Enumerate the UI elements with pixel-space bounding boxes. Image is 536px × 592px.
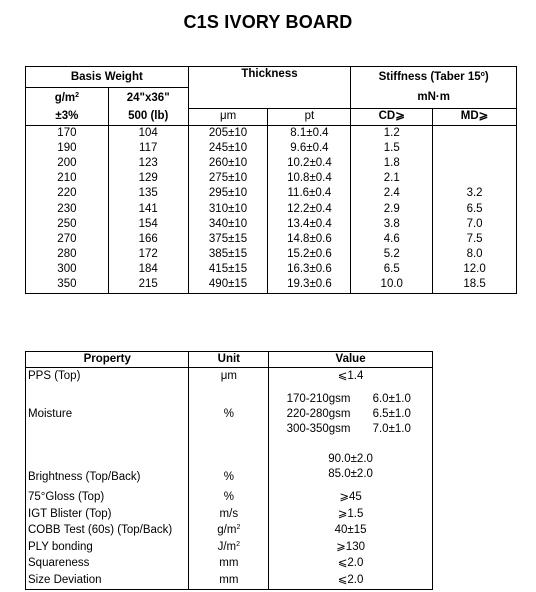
property-cell: PLY bonding	[28, 540, 93, 553]
cell-lb: 123	[108, 156, 188, 171]
cell-cd: 1.5	[351, 141, 433, 156]
unit-cell: mm	[189, 556, 269, 573]
unit-header: Unit	[189, 352, 269, 368]
gsm-unit-header: $g/m^2$	[26, 88, 109, 109]
cell-md: 3.2	[433, 186, 517, 201]
unit-cell: %	[189, 445, 269, 490]
cell-gsm: 220	[26, 186, 109, 201]
cell-md: 6.5	[433, 201, 517, 216]
cell-um: 385±15	[188, 247, 268, 262]
table-row	[26, 445, 433, 490]
cell-um: 205±10	[188, 125, 268, 141]
cell-lb: 166	[108, 232, 188, 247]
cell-um: 260±10	[188, 156, 268, 171]
cell-md	[433, 156, 517, 171]
cell-pt: 12.2±0.4	[268, 201, 351, 216]
cell-md: 12.0	[433, 262, 517, 277]
gsm-tolerance-header: ±3%	[26, 108, 109, 125]
cell-gsm: 200	[26, 156, 109, 171]
value-header: Value	[269, 352, 433, 368]
cell-gsm: 270	[26, 232, 109, 247]
table-row	[26, 186, 517, 201]
cell-lb: 135	[108, 186, 188, 201]
moisture-line: 220-280gsm 6.5±1.0	[286, 408, 411, 420]
cell-um: 245±10	[188, 141, 268, 156]
table-row	[26, 506, 433, 523]
value-cell: ⩾130	[269, 539, 433, 556]
cell-cd: 4.6	[351, 232, 433, 247]
cell-gsm: 230	[26, 201, 109, 216]
cell-um: 490±15	[188, 277, 268, 293]
cell-lb: 117	[108, 141, 188, 156]
property-cell: Brightness (Top/Back)	[28, 470, 141, 483]
thickness-header: Thickness	[188, 67, 351, 88]
cell-cd: 2.9	[351, 201, 433, 216]
cell-cd: 10.0	[351, 277, 433, 293]
property-cell: PPS (Top)	[28, 369, 81, 382]
unit-cell: m/s	[189, 506, 269, 523]
sheet-lb-header: 500 (lb)	[108, 108, 188, 125]
cell-md	[433, 141, 517, 156]
unit-cell: $g/m^2$	[189, 523, 269, 540]
cell-um: 310±10	[188, 201, 268, 216]
cell-cd: 3.8	[351, 217, 433, 232]
table-row	[26, 125, 517, 141]
table-row	[26, 539, 433, 556]
cell-cd: 2.1	[351, 171, 433, 186]
cell-md	[433, 125, 517, 141]
cell-cd: 5.2	[351, 247, 433, 262]
cell-gsm: 170	[26, 125, 109, 141]
cell-lb: 172	[108, 247, 188, 262]
table-row	[26, 217, 517, 232]
value-cell: ⩽2.0	[269, 556, 433, 573]
value-cell: ⩾45	[269, 490, 433, 507]
md-header: MD⩾	[433, 108, 517, 125]
table-row	[26, 385, 433, 445]
cell-um: 375±15	[188, 232, 268, 247]
cell-um: 295±10	[188, 186, 268, 201]
cell-lb: 215	[108, 277, 188, 293]
unit-cell: %	[189, 385, 269, 445]
cell-gsm: 250	[26, 217, 109, 232]
stiffness-unit-header: mN·m	[351, 88, 517, 109]
property-cell: Squareness	[28, 557, 90, 570]
cell-cd: 2.4	[351, 186, 433, 201]
cell-lb: 184	[108, 262, 188, 277]
table-row	[26, 556, 433, 573]
value-cell: ⩾1.5	[269, 506, 433, 523]
cell-md: 8.0	[433, 247, 517, 262]
cell-pt: 16.3±0.6	[268, 262, 351, 277]
table-row	[26, 572, 433, 589]
table-row	[26, 141, 517, 156]
cell-pt: 8.1±0.4	[268, 125, 351, 141]
cell-pt: 19.3±0.6	[268, 277, 351, 293]
value-cell: ⩽2.0	[269, 572, 433, 589]
cell-md: 7.5	[433, 232, 517, 247]
moisture-values	[269, 385, 433, 445]
value-cell: 90.0±2.0 85.0±2.0	[269, 445, 433, 490]
pt-header: pt	[268, 108, 351, 125]
cell-um: 340±10	[188, 217, 268, 232]
cell-pt: 11.6±0.4	[268, 186, 351, 201]
table-row	[26, 368, 433, 385]
table-row	[26, 201, 517, 216]
cell-cd: 6.5	[351, 262, 433, 277]
property-cell: IGT Blister (Top)	[28, 507, 112, 520]
property-header: Property	[26, 352, 189, 368]
sheet-size-header: 24"x36"	[108, 88, 188, 109]
cell-pt: 15.2±0.6	[268, 247, 351, 262]
value-cell: ⩽1.4	[269, 368, 433, 385]
stiffness-header: Stiffness (Taber 15$^o$)	[351, 67, 517, 88]
cell-pt: 10.2±0.4	[268, 156, 351, 171]
cell-lb: 129	[108, 171, 188, 186]
cell-pt: 13.4±0.4	[268, 217, 351, 232]
cell-lb: 104	[108, 125, 188, 141]
cell-gsm: 280	[26, 247, 109, 262]
unit-cell: $J/m^2$	[189, 539, 269, 556]
value-cell: 40±15	[269, 523, 433, 540]
table-row	[26, 171, 517, 186]
table-row	[26, 523, 433, 540]
unit-cell: μm	[189, 368, 269, 385]
table-row	[26, 156, 517, 171]
cell-md: 7.0	[433, 217, 517, 232]
unit-cell: %	[189, 490, 269, 507]
table-row	[26, 247, 517, 262]
cell-um: 275±10	[188, 171, 268, 186]
moisture-line: 170-210gsm 6.0±1.0	[286, 393, 411, 405]
property-cell: Moisture	[28, 408, 73, 420]
um-header: μm	[188, 108, 268, 125]
cell-lb: 154	[108, 217, 188, 232]
property-cell: Size Deviation	[28, 573, 102, 586]
cell-um: 415±15	[188, 262, 268, 277]
page-title: C1S IVORY BOARD	[183, 12, 353, 32]
cell-md: 18.5	[433, 277, 517, 293]
cell-pt: 10.8±0.4	[268, 171, 351, 186]
cell-pt: 9.6±0.4	[268, 141, 351, 156]
cell-gsm: 350	[26, 277, 109, 293]
moisture-line: 300-350gsm 7.0±1.0	[286, 423, 411, 435]
cd-header: CD⩾	[351, 108, 433, 125]
unit-cell: mm	[189, 572, 269, 589]
cell-cd: 1.8	[351, 156, 433, 171]
cell-lb: 141	[108, 201, 188, 216]
basis-weight-header: Basis Weight	[26, 67, 189, 88]
property-table	[25, 351, 433, 590]
table-row	[26, 490, 433, 507]
cell-cd: 1.2	[351, 125, 433, 141]
property-cell: 75°Gloss (Top)	[28, 491, 105, 504]
cell-gsm: 210	[26, 171, 109, 186]
cell-md	[433, 171, 517, 186]
table-row	[26, 277, 517, 293]
cell-pt: 14.8±0.6	[268, 232, 351, 247]
table-row	[26, 262, 517, 277]
cell-gsm: 190	[26, 141, 109, 156]
basis-weight-spec-table	[25, 66, 517, 294]
cell-gsm: 300	[26, 262, 109, 277]
property-cell: COBB Test (60s) (Top/Back)	[28, 524, 173, 537]
table-row	[26, 232, 517, 247]
